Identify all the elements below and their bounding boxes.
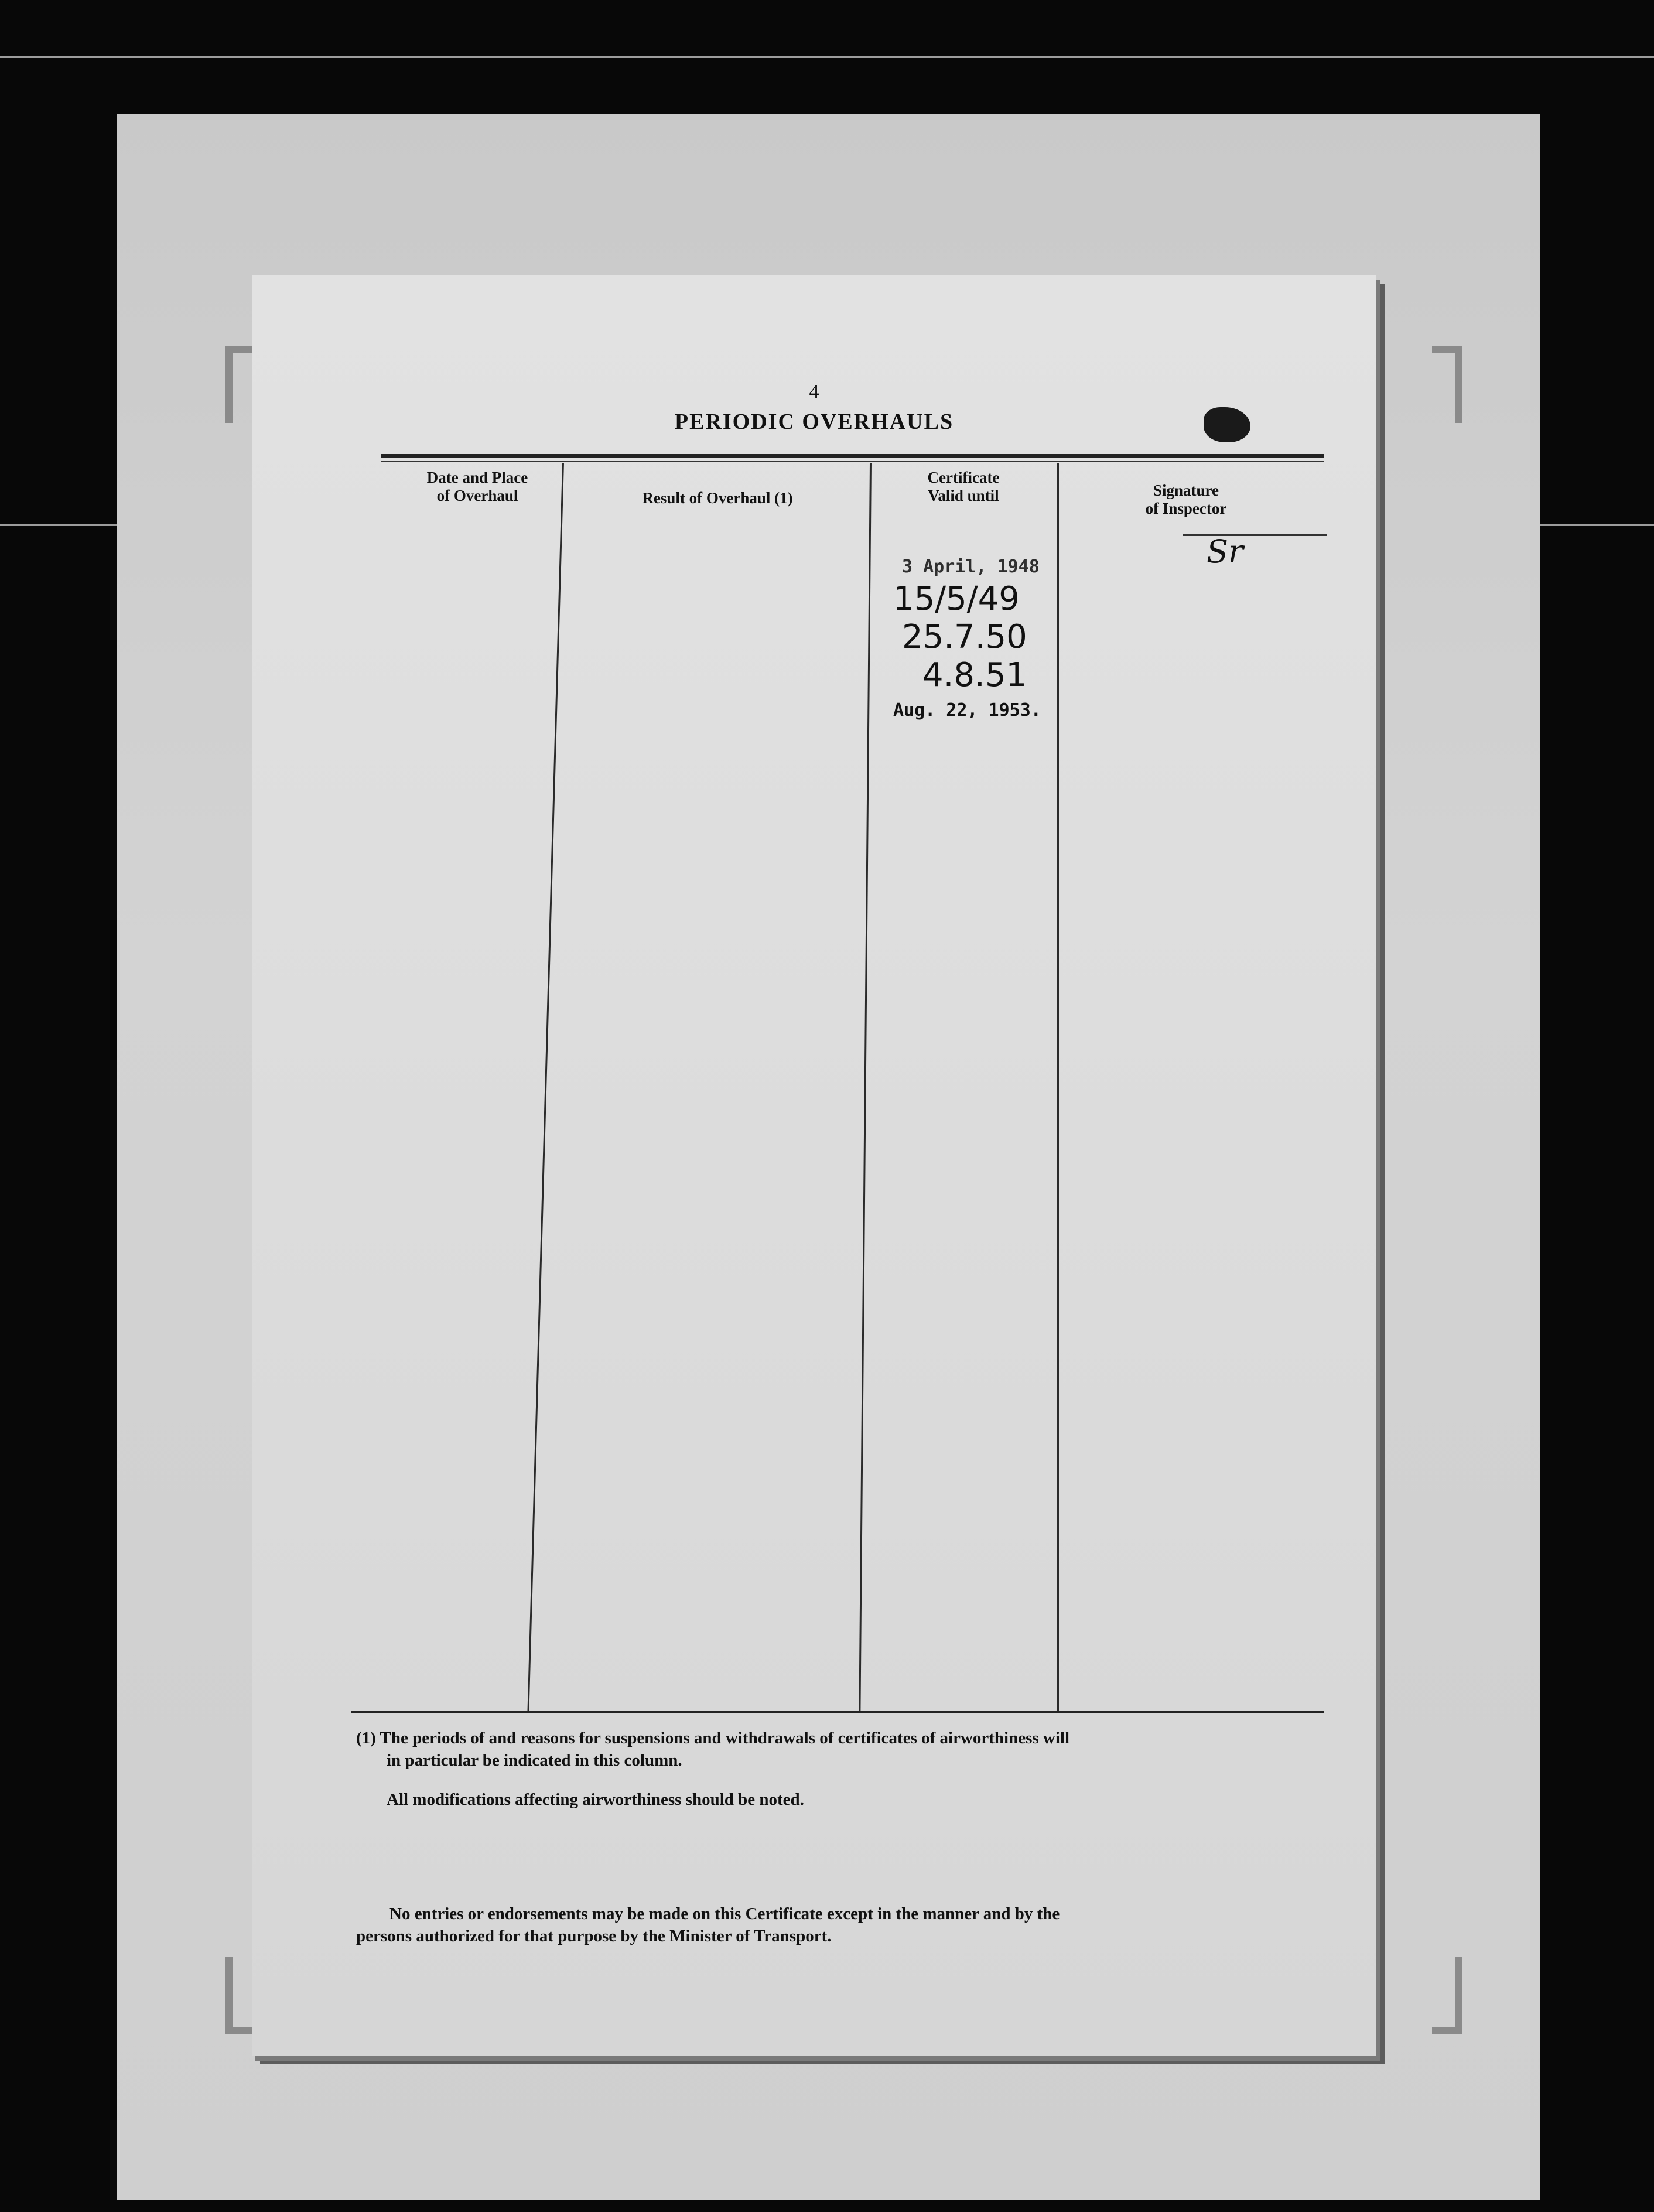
table-top-rule-thin <box>381 461 1324 462</box>
crop-mark-bottom-right <box>1432 1957 1462 2034</box>
crop-mark-top-right <box>1432 346 1462 423</box>
table-bottom-rule <box>351 1711 1324 1713</box>
signature-header-rule <box>1183 534 1327 536</box>
column-divider-1 <box>528 463 564 1711</box>
header-date-place-line1: Date and Place <box>426 469 528 486</box>
notice-line1: No entries or endorsements may be made on this Certificate except in the manner and by the <box>389 1904 1060 1923</box>
header-date-place <box>392 469 562 505</box>
certificate-page <box>252 275 1376 2056</box>
column-divider-2 <box>859 463 872 1711</box>
page-title: PERIODIC OVERHAULS <box>674 409 954 434</box>
header-certificate <box>873 469 1054 505</box>
notice-line2: persons authorized for that purpose by the Minister of Transport. <box>356 1927 832 1945</box>
certificate-entry-handwritten-2: 25.7.50 <box>902 618 1027 656</box>
inspector-signature: Sr <box>1207 533 1243 570</box>
header-signature-line1: Signature <box>1153 482 1219 499</box>
header-result-line1: Result of Overhaul (1) <box>642 489 793 507</box>
footnote-line1: (1) The periods of and reasons for suspensions and withdrawals of certificates of airworthiness will <box>356 1729 1070 1747</box>
certificate-entry-typed-1953: Aug. 22, 1953. <box>893 700 1041 721</box>
certificate-entry-handwritten-3: 4.8.51 <box>922 656 1027 694</box>
table-top-rule <box>381 454 1324 458</box>
footnote-line2: in particular be indicated in this column. <box>387 1751 682 1770</box>
header-signature-line2: of Inspector <box>1145 500 1227 518</box>
header-signature <box>1063 482 1309 518</box>
certificate-entry-typed-1948: 3 April, 1948 <box>902 557 1040 577</box>
header-result <box>568 489 867 507</box>
page-number: 4 <box>809 381 819 402</box>
column-divider-3 <box>1057 463 1059 1711</box>
header-certificate-line2: Valid until <box>928 487 999 505</box>
certificate-entry-handwritten-1: 15/5/49 <box>893 580 1020 618</box>
scan-band-top <box>0 56 1654 58</box>
header-date-place-line2: of Overhaul <box>436 487 518 505</box>
header-certificate-line1: Certificate <box>927 469 1000 486</box>
footnote-note: All modifications affecting airworthiness should be noted. <box>387 1790 804 1809</box>
